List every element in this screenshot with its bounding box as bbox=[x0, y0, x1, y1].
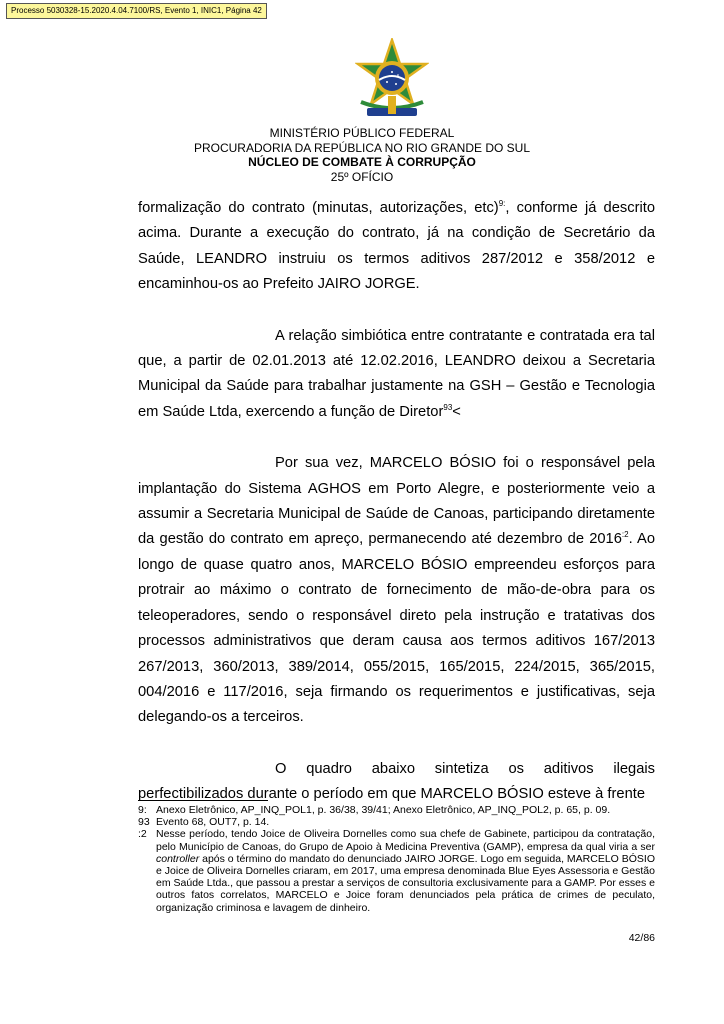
paragraph-1-text-a: formalização do contrato (minutas, autorizações, etc) bbox=[138, 200, 499, 216]
footnote-number: 93 bbox=[138, 816, 150, 829]
footnote-text-emphasis: controller bbox=[156, 852, 200, 865]
paragraph-1-text-b: , conforme já descrito acima. Durante a execução do contrato, já na condição de Secretário da Saúde, LEANDRO instruiu os termos aditivos 287/2012 e 358/2012 e encaminhou-os ao Prefeito JAIRO JORGE. bbox=[138, 200, 655, 293]
header-oficio: 25º OFÍCIO bbox=[330, 169, 394, 184]
footnote-divider bbox=[138, 800, 268, 801]
footnote-ref-93[interactable]: 93 bbox=[443, 402, 453, 412]
process-stamp: Processo 5030328-15.2020.4.04.7100/RS, Evento 1, INIC1, Página 42 bbox=[6, 3, 267, 19]
paragraph-3-text-a: Por sua vez, MARCELO BÓSIO foi o responsável pela implantação do Sistema AGHOS em Porto Alegre, e posteriormente veio a assumir a Secretaria Municipal de Saúde de Canoas, participando diretamente da gestão do contrato em apreço, permanecendo até dezembro de 2016 bbox=[138, 455, 655, 548]
paragraph-3-text-b: . Ao longo de quase quatro anos, MARCELO BÓSIO empreendeu esforços para protrair ao máximo o contrato de fornecimento de mão-de-obra para os teleoperadores, sendo o responsável direto pela instrução e tratativas dos processos administrativos que deram causa aos termos aditivos 167/2013 267/2013, 360/2013, 389/2014, 055/2015, 165/2015, 224/2015, 365/2015, 004/2016 e 117/2016, seja firmando os requerimentos e justificativas, seja delegando-os a terceiros. bbox=[138, 531, 655, 726]
paragraph-2-text-a: A relação simbiótica entre contratante e contratada era tal que, a partir de 02.01.2013 até 12.02.2016, LEANDRO deixou a Secretaria Municipal da Saúde para trabalhar justamente na GSH – Gestão e Tecnologia em Saúde Ltda, exercendo a função de Diretor bbox=[138, 327, 655, 420]
footnote-ref-9[interactable]: 9: bbox=[498, 199, 506, 209]
footnotes bbox=[138, 804, 655, 914]
paragraph-2-text-b: < bbox=[452, 403, 461, 420]
paragraph-4: O quadro abaixo sintetiza os aditivos ilegais perfectibilizados durante o período em que MARCELO BÓSIO esteve à frente bbox=[138, 760, 655, 803]
paragraph-3 bbox=[138, 451, 655, 730]
header-ministry: MINISTÉRIO PÚBLICO FEDERAL bbox=[269, 126, 455, 140]
footnote-93 bbox=[138, 816, 655, 828]
header-procuradoria: PROCURADORIA DA REPÚBLICA NO RIO GRANDE DO SUL bbox=[193, 140, 531, 155]
paragraph-2 bbox=[138, 324, 655, 426]
header-nucleo: NÚCLEO DE COMBATE À CORRUPÇÃO bbox=[248, 155, 476, 169]
page-number: 42/86 bbox=[628, 932, 655, 944]
footnote-text-b: após o término do mandato do denunciado JAIRO JORGE. Logo em seguida, MARCELO BÓSIO e Joice de Oliveira Dornelles criaram, em 2017, uma empresa denominada Blue Eyes Assessoria e Gestão em Saúde Ltda., que passou a prestar a serviços de consultoria exclusivamente para a GAMP. Por esses e outros fatos correlatos, MARCELO e Joice foram denunciados pela prática de crimes de peculato, organização criminosa e lavagem de dinheiro. bbox=[156, 852, 656, 914]
footnote-text bbox=[156, 828, 655, 913]
footnote-text: Evento 68, OUT7, p. 14. bbox=[156, 816, 270, 829]
document-header bbox=[0, 126, 724, 184]
footnote-text: Anexo Eletrônico, AP_INQ_POL1, p. 36/38, 39/41; Anexo Eletrônico, AP_INQ_POL2, p. 65, p. 09. bbox=[156, 804, 611, 816]
footnote-text-a: Nesse período, tendo Joice de Oliveira Dornelles como sua chefe de Gabinete, participou da contratação, pelo Município de Canoas, do Grupo de Apoio à Medicina Preventiva (GAMP), empresa da qual viria a ser bbox=[156, 828, 655, 853]
footnote-number: :2 bbox=[138, 828, 147, 841]
coat-of-arms-icon bbox=[355, 38, 429, 122]
footnote-number: 9: bbox=[138, 804, 147, 816]
footnote-9 bbox=[138, 804, 655, 816]
body-text bbox=[138, 196, 655, 808]
footnote-ref-2[interactable]: :2 bbox=[621, 530, 629, 540]
paragraph-1 bbox=[138, 196, 655, 298]
footnote-2 bbox=[138, 828, 655, 913]
